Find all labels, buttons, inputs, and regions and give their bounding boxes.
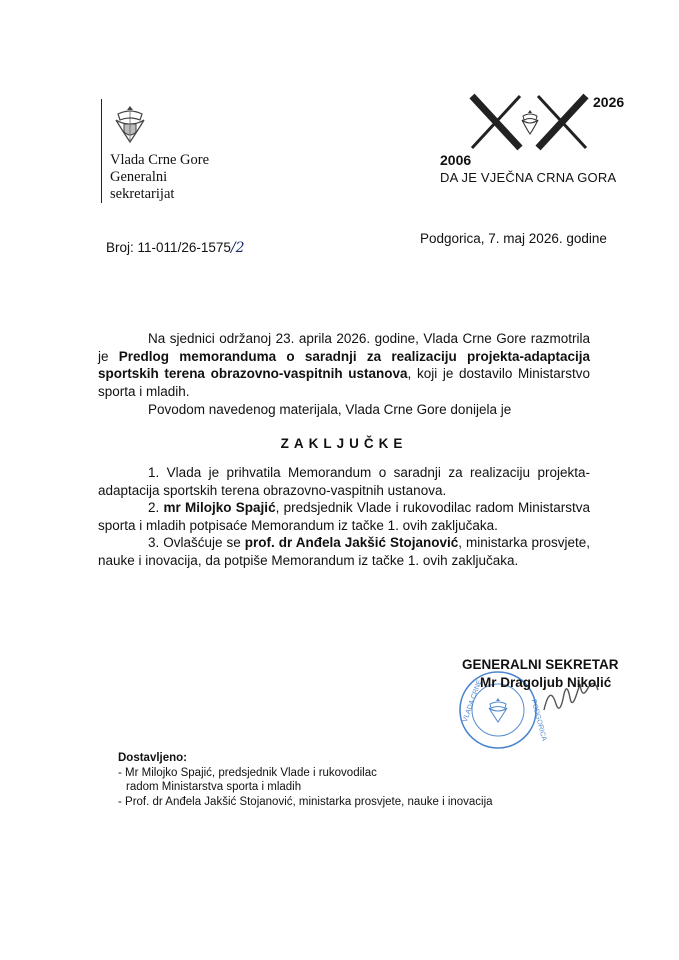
- intro-bold-text: Predlog memoranduma o saradnji za realizaciju projekta-adaptacija sportskih terena obrazovno-vaspitnih ustanova: [98, 348, 591, 381]
- section-heading: ZAKLJUČKE: [280, 435, 408, 451]
- recipient-entry: - Mr Milojko Spajić, predsjednik Vlade i rukovodilac: [118, 766, 377, 779]
- intro-paragraph: [98, 330, 590, 400]
- intro2-paragraph: Povodom navedenog materijala, Vlada Crne Gore donijela je: [148, 402, 512, 417]
- logo-slogan: DA JE VJEČNA CRNA GORA: [440, 170, 617, 185]
- organization-name: [110, 152, 209, 203]
- intro-text-end: , koji je dostavilo Ministarstvo sporta i mladih.: [98, 366, 590, 399]
- reference-number: [106, 240, 244, 256]
- logo-year-start: 2006: [440, 152, 472, 168]
- org-line: Generalni: [110, 169, 168, 185]
- conclusion-item: [98, 464, 590, 499]
- item-bold-name: prof. dr Anđela Jakšić Stojanović: [244, 535, 459, 550]
- logo-year-end: 2026: [593, 94, 625, 110]
- item-text: , ministarka prosvjete, nauke i inovacija, da potpiše Memorandum iz tačke 1. ovih zaključaka.: [98, 535, 591, 568]
- item-number: 3. Ovlašćuje se: [148, 535, 245, 550]
- recipients-list: [118, 751, 493, 809]
- signer-name: Mr Dragoljub Nikolić: [480, 675, 612, 690]
- conclusion-item: [98, 534, 590, 569]
- recipient-entry: - Prof. dr Anđela Jakšić Stojanović, ministarka prosvjete, nauke i inovacija: [118, 795, 493, 808]
- recipient-entry-continued: radom Ministarstva sporta i mladih: [126, 781, 302, 793]
- date-line: Podgorica, 7. maj 2026. godine: [420, 231, 607, 246]
- coat-of-arms-icon: [112, 104, 148, 144]
- item-bold-name: mr Milojko Spajić: [163, 500, 276, 515]
- item-number: 2.: [148, 500, 164, 515]
- document-body: [98, 330, 590, 569]
- header-divider: [101, 99, 102, 203]
- recipients-header: Dostavljeno:: [118, 752, 188, 764]
- conclusion-item: [98, 499, 590, 534]
- reference-value: 11-011/26-1575: [137, 240, 231, 255]
- reference-handwritten-suffix: /2: [230, 240, 245, 256]
- stamp-text-left: VLADA CRNE: [461, 679, 484, 724]
- signer-title: GENERALNI SEKRETAR: [462, 657, 619, 672]
- stamp-text-right: PODGORICA: [529, 698, 548, 742]
- item-text: 1. Vlada je prihvatila Memorandum o saradnji za realizaciju projekta-adaptacija sportskih terena obrazovno-vaspitnih ustanova.: [98, 465, 590, 498]
- item-text: , predsjednik Vlade i rukovodilac radom Ministarstva sporta i mladih potpisaće Memorandum iz tačke 1. ovih zaključaka.: [98, 500, 591, 533]
- reference-label: Broj:: [106, 240, 134, 255]
- intro-text: Na sjednici održanoj 23. aprila 2026. godine, Vlada Crne Gore razmotrila je: [98, 331, 590, 364]
- org-line: sekretarijat: [110, 186, 175, 202]
- org-line: Vlada Crne Gore: [110, 152, 210, 168]
